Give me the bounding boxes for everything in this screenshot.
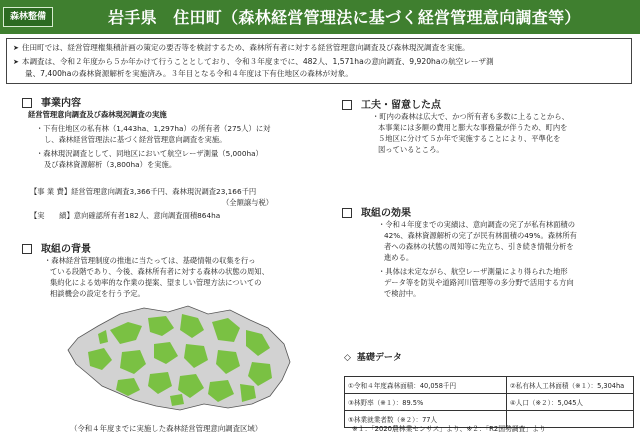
cost-row: 【事 業 費】経営管理意向調査3,366千円、森林現況調査23,166千円 (30, 187, 257, 196)
category-tag: 森林整備 (3, 7, 53, 27)
ingenuity-line-1: ・町内の森林は広大で、かつ所有者も多数に上ることから、 (372, 112, 569, 121)
effects-bullet-1-line-4: 進める。 (384, 253, 414, 262)
table-row (345, 377, 634, 394)
effects-bullet-1-line-3: 者への森林の状態の周知等に先立ち、引き続き情報分析を (384, 242, 574, 251)
projects-bullet-2-line-1: ・森林現況調査として、同地区において航空レーザ測量（5,000ha） (36, 149, 263, 158)
arrow-right-icon: ➤ (13, 44, 19, 52)
page-title: 岩手県 住田町（森林経営管理法に基づく経営管理意向調査等） (108, 8, 581, 27)
map-caption: （令和４年度までに実施した森林経営管理意向調査区域） (70, 424, 263, 433)
effects-bullet-2-line-3: で検討中。 (384, 289, 421, 298)
table-cell: ②私有林人工林面積（※１）：5,304ha (506, 377, 633, 394)
summary-line-1: ➤ 住田町では、経営管理権集積計画の策定の要否等を検討するため、森林所有者に対する経営管理意向調査及び森林現況調査を実施。 (13, 43, 470, 52)
arrow-right-icon: ➤ (13, 58, 19, 66)
projects-bullet-1-line-1: ・下有住地区の私有林（1,443ha、1,297ha）の所有者（275人）に対 (36, 124, 271, 133)
effects-bullet-1-line-2: 42%、森林資源解析の完了が民有林面積の49%。森林所有 (384, 231, 577, 240)
cost-note: （全額譲与税） (222, 198, 274, 207)
table-cell: ①令和４年度森林面積：40,058千円 (345, 377, 507, 394)
effects-heading: 取組の効果 (342, 204, 411, 219)
projects-subheading: 経営管理意向調査及び森林現況調査の実施 (28, 110, 167, 119)
square-bullet-icon (342, 208, 352, 218)
effects-bullet-1-line-1: ・令和４年度までの実績は、意向調査の完了が私有林面積の (378, 220, 576, 229)
table-cell: ③林野率（※１）：89.5% (345, 394, 507, 411)
basic-data-table (344, 376, 634, 428)
table-row (345, 394, 634, 411)
projects-bullet-1-line-2: し、森林経営管理法に基づく経営管理意向調査を実施。 (44, 135, 227, 144)
ingenuity-line-4: 図っているところ。 (378, 145, 444, 154)
square-bullet-icon (342, 100, 352, 110)
square-bullet-icon (22, 98, 32, 108)
diamond-bullet-icon: ◇ (344, 353, 351, 363)
ingenuity-line-3: ５地区に分けて５か年で実施することにより、平準化を (378, 134, 561, 143)
table-cell: ④人口（※２）：5,045人 (506, 394, 633, 411)
summary-line-3: 量、7,400haの森林資源解析を実施済み。３年目となる令和４年度は下有住地区の森林が対象。 (25, 69, 353, 78)
results-row: 【実 績】意向確認所有者182人、意向調査面積864ha (30, 211, 221, 220)
effects-bullet-2-line-2: データ等を防災や道路河川管理等の多分野で活用する方向 (384, 278, 574, 287)
basic-data-heading: ◇ 基礎データ (344, 353, 402, 363)
ingenuity-heading: 工夫・留意した点 (342, 96, 441, 111)
background-line-4: 相談機会の設定を行う予定。 (50, 289, 145, 298)
projects-bullet-2-line-2: 及び森林資源解析（3,800ha）を実施。 (44, 160, 177, 169)
ingenuity-line-2: 本事業には多額の費用と膨大な事務量が伴うため、町内を (378, 123, 568, 132)
summary-line-2: ➤ 本調査は、令和２年度から５か年かけて行うこととしており、令和３年度までに、482人、1,571haの意向調査、9,920haの航空レーザ測 (13, 57, 494, 66)
projects-heading: 事業内容 (22, 94, 81, 109)
table-cell: ⑤林業就業者数（※２）：77人 (345, 411, 507, 428)
background-heading: 取組の背景 (22, 240, 91, 255)
background-line-3: 集約化による効率的な作業の提案、望ましい管理方法についての (50, 278, 262, 287)
summary-box (6, 38, 632, 84)
background-line-1: ・森林経営管理制度の推進に当たっては、基礎情報の収集を行っ (44, 256, 256, 265)
basic-data-footnote: ※１：「2020農林業センサス」より、※２：「R2国勢調査」より (352, 425, 546, 433)
background-line-2: ている段階であり、今後、森林所有者に対する森林の状態の周知、 (50, 267, 269, 276)
effects-bullet-2-line-1: ・具体は未定ながら、航空レーザ測量により得られた地形 (378, 267, 568, 276)
survey-area-map (58, 300, 294, 412)
square-bullet-icon (22, 244, 32, 254)
